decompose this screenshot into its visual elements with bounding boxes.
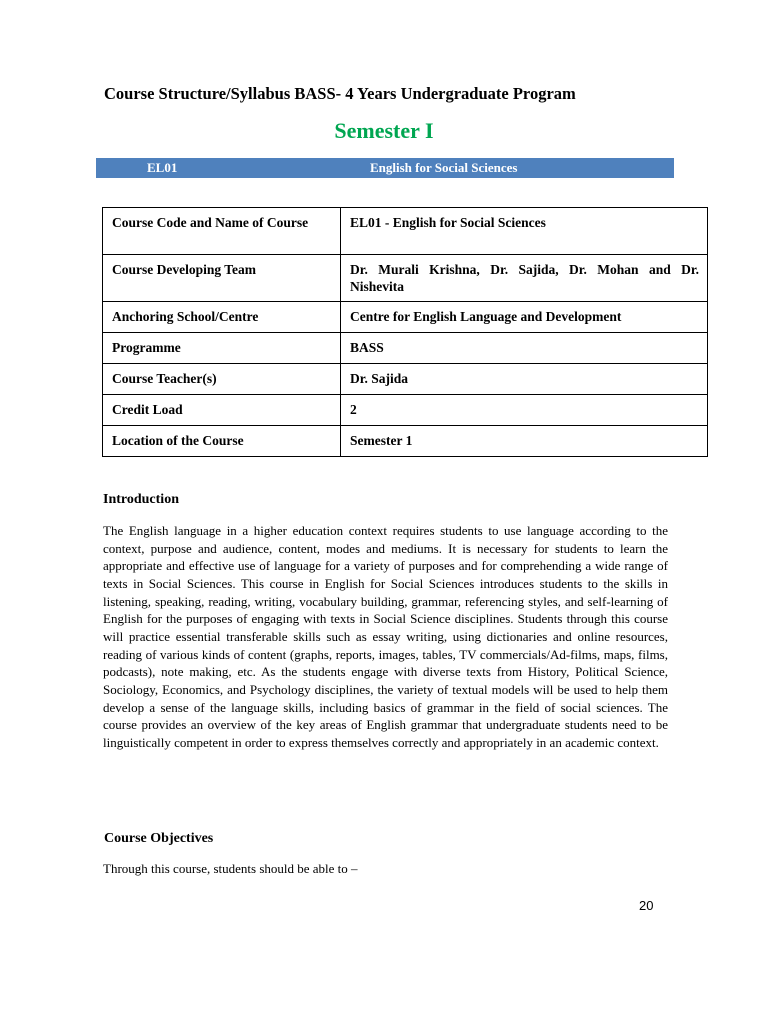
table-row <box>103 395 708 426</box>
developing-team-label: Course Developing Team <box>103 255 341 302</box>
anchoring-school-value: Centre for English Language and Development <box>341 302 708 333</box>
table-row <box>103 302 708 333</box>
course-details-table <box>102 207 708 457</box>
credit-load-label: Credit Load <box>103 395 341 426</box>
course-band-name: English for Social Sciences <box>370 160 518 175</box>
table-row <box>103 426 708 457</box>
anchoring-school-label: Anchoring School/Centre <box>103 302 341 333</box>
course-code-label: Course Code and Name of Course <box>103 208 341 255</box>
course-teacher-value: Dr. Sajida <box>341 364 708 395</box>
document-title: Course Structure/Syllabus BASS- 4 Years Undergraduate Program <box>104 84 576 103</box>
course-teacher-label: Course Teacher(s) <box>103 364 341 395</box>
table-row <box>103 364 708 395</box>
course-band <box>96 158 674 178</box>
programme-label: Programme <box>103 333 341 364</box>
course-objectives-heading: Course Objectives <box>104 831 214 846</box>
course-code-value: EL01 - English for Social Sciences <box>341 208 708 255</box>
programme-value: BASS <box>341 333 708 364</box>
introduction-paragraph: The English language in a higher education context requires students to use language according to the context, purpose and audience, content, modes and mediums. It is necessary for students to learn the appropriate and effective use of language for a variety of purposes and for comprehending a wide range of texts in Social Sciences. This course in English for Social Sciences introduces students to the skills in listening, speaking, reading, writing, vocabulary building, grammar, referencing styles, and self-learning of English for the purposes of engaging with texts in Social Science disciplines. Students through this course will practice essential transferable skills such as essay writing, using dictionaries and online resources, reading of various kinds of content (graphs, reports, images, tables, TV commercials/Ad-films, maps, films, podcasts), note making, etc. As the students engage with diverse texts from History, Political Science, Sociology, Economics, and Psychology disciplines, the variety of textual models will be used to help them develop a sense of the language skills, including basics of grammar in the field of social sciences. The course provides an overview of the key areas of English grammar that undergraduate students need to be linguistically competent in order to express themselves correctly and appropriately in an academic context. <box>103 523 668 750</box>
semester-heading: Semester I <box>334 118 434 143</box>
table-row <box>103 333 708 364</box>
credit-load-value: 2 <box>341 395 708 426</box>
table-row <box>103 208 708 255</box>
course-location-label: Location of the Course <box>103 426 341 457</box>
developing-team-value: Dr. Murali Krishna, Dr. Sajida, Dr. Mohan and Dr. Nishevita <box>341 255 708 302</box>
course-location-value: Semester 1 <box>341 426 708 457</box>
table-row <box>103 255 708 302</box>
introduction-heading: Introduction <box>103 492 179 507</box>
page-number: 20 <box>639 898 654 913</box>
course-objectives-lead: Through this course, students should be able to – <box>103 861 358 876</box>
course-band-code: EL01 <box>147 160 178 175</box>
